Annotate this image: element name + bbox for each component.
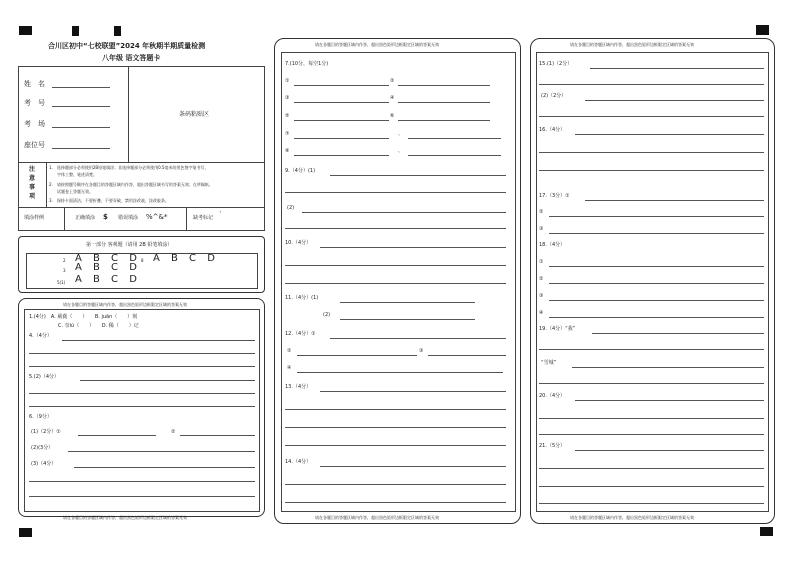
seat-field[interactable] bbox=[52, 148, 110, 149]
answer-line[interactable] bbox=[68, 451, 255, 452]
barcode-area: 条码粘贴区 bbox=[179, 111, 210, 118]
boundary-note: 请在各题目的答题区域内作答，超出黑色矩形边框限定区域的答案无效 bbox=[570, 515, 694, 520]
q11-label: 11.（4分）(1) bbox=[285, 295, 319, 301]
boundary-note: 请在各题目的答题区域内作答，超出黑色矩形边框限定区域的答案无效 bbox=[315, 515, 439, 520]
q12-2-label: ② bbox=[287, 348, 292, 354]
name-field[interactable] bbox=[52, 87, 110, 88]
q6-3-label: (3)（4分） bbox=[31, 461, 57, 467]
notice-item: 1. 选择题部分必须使用2B铅笔填涂；非选择题部分必须使用0.5毫米的黑色签字笔书写， bbox=[49, 165, 209, 170]
q13-label: 13.（4分） bbox=[285, 384, 312, 390]
seat-label: 座位号 bbox=[24, 141, 45, 149]
answer-line[interactable] bbox=[585, 100, 764, 101]
question-number: 2 bbox=[63, 258, 66, 263]
answer-line[interactable] bbox=[549, 300, 764, 301]
answer-line[interactable] bbox=[320, 466, 506, 467]
answer-line[interactable] bbox=[285, 484, 506, 485]
answer-frame bbox=[281, 52, 516, 512]
notice-label: 注 bbox=[29, 166, 36, 173]
answer-line[interactable] bbox=[575, 400, 764, 401]
answer-line[interactable] bbox=[428, 355, 506, 356]
answer-line[interactable] bbox=[575, 450, 764, 451]
answer-line[interactable] bbox=[539, 383, 764, 384]
answer-line[interactable] bbox=[74, 467, 255, 468]
answer-line[interactable] bbox=[29, 406, 255, 407]
answer-line[interactable] bbox=[78, 435, 156, 436]
answer-line[interactable] bbox=[302, 212, 506, 213]
q14-label: 14.（4分） bbox=[285, 459, 312, 465]
q15-2-label: (2)（2分） bbox=[541, 93, 567, 99]
q17-2-label: ② bbox=[539, 209, 544, 215]
q18-label: 18.（4分） bbox=[539, 242, 566, 248]
answer-line[interactable] bbox=[285, 409, 506, 410]
question-number: 8 bbox=[141, 258, 144, 263]
q18-3-label: ③ bbox=[539, 293, 544, 299]
absent-label: 缺考标记 bbox=[193, 215, 214, 221]
wrong-fill-label: 错误填涂 bbox=[118, 215, 139, 221]
sheet-subtitle: 八年级 语文答题卡 bbox=[102, 54, 161, 62]
notice-label: 项 bbox=[29, 193, 36, 200]
wrong-fill-marks: %^&* bbox=[146, 213, 168, 221]
answer-line[interactable] bbox=[592, 333, 764, 334]
q19-2-label: “雪城” bbox=[541, 360, 557, 366]
answer-line[interactable] bbox=[294, 138, 389, 139]
blank-label: ⑧ bbox=[285, 148, 290, 154]
q18-4-label: ④ bbox=[539, 310, 544, 316]
answer-line[interactable] bbox=[539, 468, 764, 469]
answer-line[interactable] bbox=[572, 367, 764, 368]
answer-line[interactable] bbox=[285, 228, 506, 229]
answer-line[interactable] bbox=[285, 192, 506, 193]
blank-label: ⑥ bbox=[390, 113, 395, 119]
answer-line[interactable] bbox=[294, 120, 389, 121]
answer-line[interactable] bbox=[29, 481, 255, 482]
q21-label: 21.（5分） bbox=[539, 443, 566, 449]
q19-label: 19.（4分）“我” bbox=[539, 326, 576, 332]
answer-line[interactable] bbox=[408, 138, 501, 139]
answer-bubbles[interactable]: A B C D bbox=[75, 274, 141, 285]
notice-item: 2. 请按照题号顺序在各题目的答题区域内作答，超出答题区域书写的答案无效；在草稿纸、 bbox=[49, 182, 213, 187]
q6-1-label: (1)（2分）① bbox=[31, 429, 61, 435]
q7-label: 7.(10分，每空1分) bbox=[285, 61, 329, 67]
answer-line[interactable] bbox=[398, 102, 490, 103]
room-field[interactable] bbox=[52, 127, 110, 128]
answer-line[interactable] bbox=[285, 427, 506, 428]
answer-line[interactable] bbox=[398, 85, 490, 86]
answer-line[interactable] bbox=[549, 216, 764, 217]
exam-no-field[interactable] bbox=[52, 106, 110, 107]
answer-line[interactable] bbox=[297, 372, 503, 373]
answer-line[interactable] bbox=[340, 319, 475, 320]
q9-2-label: (2) bbox=[287, 205, 295, 211]
correct-fill-label: 正确填涂 bbox=[75, 215, 96, 221]
answer-line[interactable] bbox=[539, 486, 764, 487]
answer-bubbles[interactable]: A B C D bbox=[75, 253, 141, 264]
answer-line[interactable] bbox=[575, 134, 764, 135]
boundary-note: 请在各题目的答题区域内作答，超出黑色矩形边框限定区域的答案无效 bbox=[315, 42, 439, 47]
q17-label: 17.（3分）① bbox=[539, 193, 570, 199]
q12-label: 12.（4分）① bbox=[285, 331, 316, 337]
answer-line[interactable] bbox=[294, 155, 389, 156]
exam-no-label: 考 号 bbox=[24, 99, 45, 107]
comma: 、 bbox=[398, 148, 404, 154]
question-number: 5(1) bbox=[57, 280, 66, 285]
answer-frame bbox=[536, 52, 769, 512]
answer-line[interactable] bbox=[539, 418, 764, 419]
q18-2-label: ② bbox=[539, 276, 544, 282]
notice-label: 意 bbox=[29, 175, 36, 182]
q6-2-label: (2)(3分） bbox=[31, 445, 54, 451]
q6-1b-label: ② bbox=[171, 429, 176, 435]
blank-label: ② bbox=[390, 78, 395, 84]
answer-bubbles[interactable]: A B C D bbox=[75, 262, 141, 273]
answer-line[interactable] bbox=[29, 496, 255, 497]
q4-label: 4.（4分） bbox=[29, 333, 52, 339]
blank-label: ④ bbox=[390, 95, 395, 101]
answer-line[interactable] bbox=[330, 338, 506, 339]
answer-line[interactable] bbox=[340, 302, 475, 303]
answer-line[interactable] bbox=[29, 393, 255, 394]
answer-line[interactable] bbox=[549, 266, 764, 267]
q11-2-label: (2) bbox=[323, 312, 331, 318]
answer-line[interactable] bbox=[585, 200, 764, 201]
q12-3-label: ③ bbox=[419, 348, 424, 354]
correct-fill-mark: $ bbox=[103, 213, 108, 221]
answer-line[interactable] bbox=[29, 366, 255, 367]
objective-title: 第一部分 客观题（请用 2B 铅笔填涂） bbox=[86, 242, 173, 248]
q17-3-label: ③ bbox=[539, 226, 544, 232]
notice-label: 事 bbox=[29, 184, 36, 191]
answer-line[interactable] bbox=[320, 247, 506, 248]
boundary-note: 请在各题目的答题区域内作答，超出黑色矩形边框限定区域的答案无效 bbox=[63, 515, 187, 520]
notice-item: 试题卷上答题无效。 bbox=[49, 189, 93, 194]
answer-line[interactable] bbox=[398, 120, 490, 121]
timing-mark bbox=[760, 527, 773, 536]
q6-label: 6.（9分） bbox=[29, 414, 52, 420]
answer-line[interactable] bbox=[539, 84, 764, 85]
answer-line[interactable] bbox=[408, 155, 501, 156]
boundary-note: 请在各题目的答题区域内作答，超出黑色矩形边框限定区域的答案无效 bbox=[570, 42, 694, 47]
blank-label: ③ bbox=[285, 95, 290, 101]
notice-item: 3. 保持卡面清洁，不要折叠、不要弄破，禁用涂改液、涂改胶条。 bbox=[49, 198, 169, 203]
answer-line[interactable] bbox=[297, 355, 417, 356]
boundary-note: 请在各题目的答题区域内作答，超出黑色矩形边框限定区域的答案无效 bbox=[63, 302, 187, 307]
answer-line[interactable] bbox=[29, 353, 255, 354]
absent-mark[interactable]: ` bbox=[219, 211, 223, 219]
fill-example-label: 填涂样例 bbox=[24, 215, 45, 221]
answer-line[interactable] bbox=[180, 435, 255, 436]
answer-line[interactable] bbox=[539, 434, 764, 435]
name-label: 姓 名 bbox=[24, 80, 45, 88]
answer-line[interactable] bbox=[62, 340, 255, 341]
blank-label: ⑤ bbox=[285, 113, 290, 119]
answer-line[interactable] bbox=[539, 116, 764, 117]
answer-line[interactable] bbox=[294, 85, 389, 86]
timing-mark bbox=[756, 25, 769, 35]
q20-label: 20.（4分） bbox=[539, 393, 566, 399]
answer-line[interactable] bbox=[330, 175, 506, 176]
sheet-title: 合川区初中“七校联盟”2024 年秋期半期质量检测 bbox=[48, 42, 206, 50]
q1-line-b: C. 奈iù（ ） D. 稀（ ）记 bbox=[58, 323, 139, 329]
blank-label: ⑦ bbox=[285, 131, 290, 137]
q16-label: 16.（4分） bbox=[539, 127, 566, 133]
answer-line[interactable] bbox=[549, 317, 764, 318]
notice-item: 字体工整、笔迹清楚。 bbox=[49, 172, 97, 177]
answer-line[interactable] bbox=[285, 445, 506, 446]
blank-label: ① bbox=[285, 78, 290, 84]
q5-label: 5.(2)（4分） bbox=[29, 374, 60, 380]
comma: 、 bbox=[398, 131, 404, 137]
answer-line[interactable] bbox=[549, 233, 764, 234]
answer-line[interactable] bbox=[539, 170, 764, 171]
answer-line[interactable] bbox=[539, 152, 764, 153]
q15-label: 15.(1)（2分） bbox=[539, 61, 573, 67]
answer-line[interactable] bbox=[285, 502, 506, 503]
timing-mark bbox=[72, 26, 79, 36]
q18-1-label: ① bbox=[539, 259, 544, 265]
answer-line[interactable] bbox=[549, 283, 764, 284]
q1-line-a: 1.(4分) A. 葳蕤（ ） B. juān（ ）刻 bbox=[29, 314, 138, 320]
answer-line[interactable] bbox=[590, 68, 764, 69]
answer-line[interactable] bbox=[539, 349, 764, 350]
room-label: 考 场 bbox=[24, 120, 45, 128]
answer-line[interactable] bbox=[539, 503, 764, 504]
q10-label: 10.（4分） bbox=[285, 240, 312, 246]
timing-mark bbox=[114, 26, 121, 36]
question-number: 3 bbox=[63, 268, 66, 273]
timing-mark bbox=[19, 26, 32, 35]
answer-line[interactable] bbox=[80, 380, 255, 381]
answer-line[interactable] bbox=[285, 265, 506, 266]
q9-label: 9.（4分）(1) bbox=[285, 168, 316, 174]
answer-bubbles[interactable]: A B C D bbox=[153, 253, 219, 264]
answer-line[interactable] bbox=[294, 102, 389, 103]
timing-mark bbox=[19, 528, 32, 537]
q12-4-label: ④ bbox=[287, 365, 292, 371]
answer-line[interactable] bbox=[285, 283, 506, 284]
answer-line[interactable] bbox=[320, 391, 506, 392]
